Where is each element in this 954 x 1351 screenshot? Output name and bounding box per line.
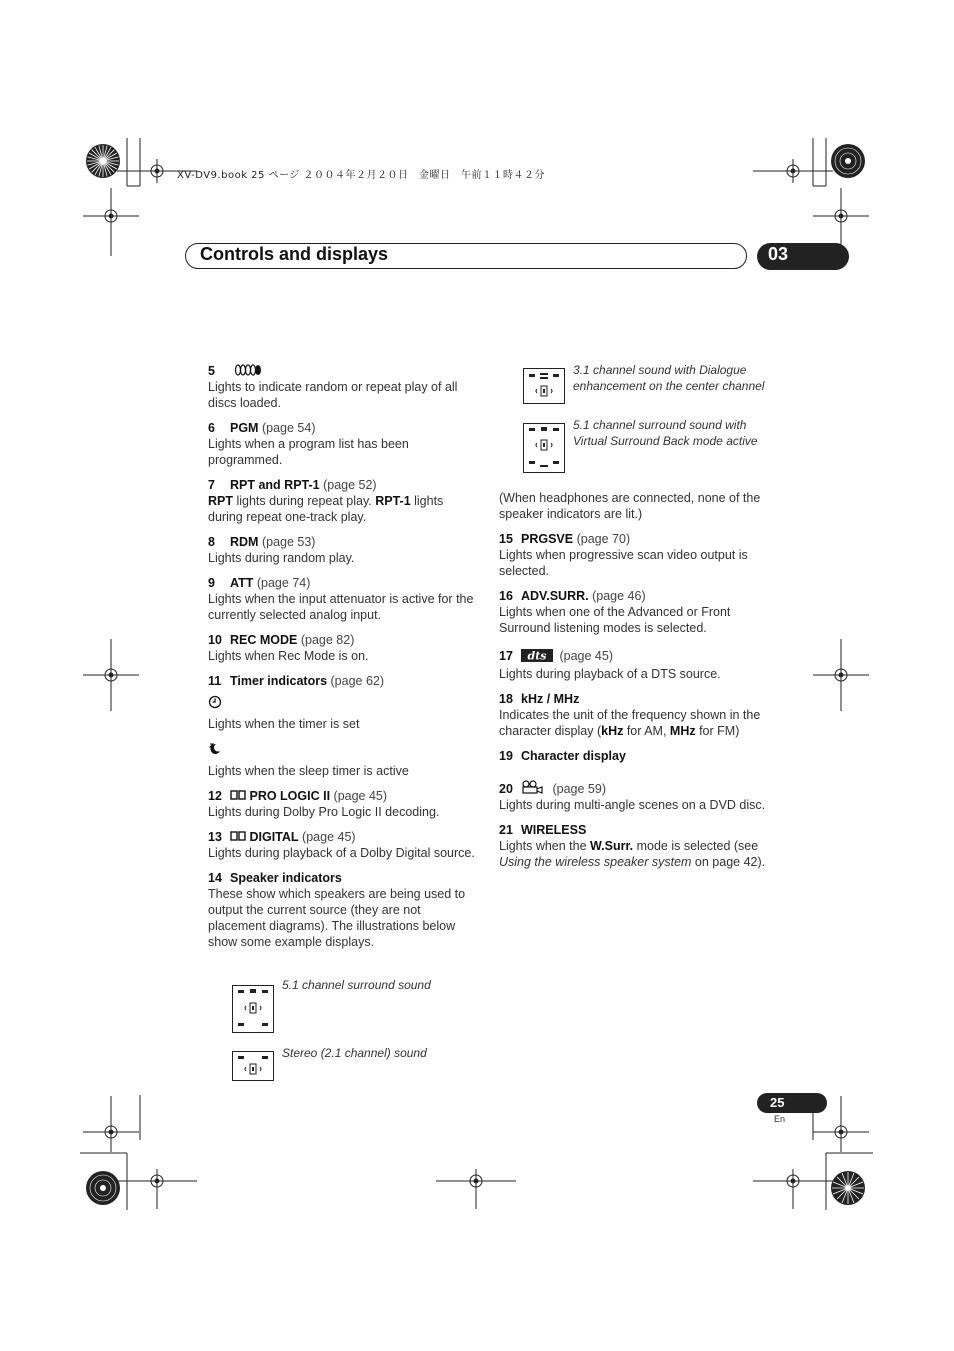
caption-stereo: Stereo (2.1 channel) sound bbox=[282, 1046, 427, 1060]
dolby-icon bbox=[230, 831, 246, 841]
speaker-51-icon bbox=[232, 985, 274, 1033]
timer-icon bbox=[208, 695, 222, 709]
note-text: (When headphones are connected, none of the speaker indicators are lit.) bbox=[499, 491, 761, 521]
page-ref: (page 82) bbox=[300, 633, 355, 647]
item-name: PRGSVE bbox=[521, 532, 574, 546]
desc-text: Indicates the unit of the frequency shown in the character display ( bbox=[499, 708, 761, 738]
item-name: WIRELESS bbox=[521, 823, 587, 837]
item-21 bbox=[499, 822, 769, 870]
item-11 bbox=[208, 673, 478, 779]
bold-term: RPT bbox=[208, 494, 233, 508]
dts-logo-icon bbox=[521, 649, 553, 662]
item-desc bbox=[208, 493, 478, 525]
item-9 bbox=[208, 575, 478, 623]
item-12 bbox=[208, 788, 478, 820]
desc-text: for FM) bbox=[695, 724, 740, 738]
page-ref: (page 54) bbox=[261, 421, 316, 435]
item-name: ADV.SURR. bbox=[521, 589, 589, 603]
item-name: RPT and RPT-1 bbox=[230, 478, 320, 492]
caption-31: 3.1 channel sound with Dialogue enhancement on the center channel bbox=[573, 363, 765, 393]
item-number: 16 bbox=[499, 589, 513, 603]
desc-text: Lights when the bbox=[499, 839, 591, 853]
disc-indicator-icon bbox=[233, 364, 263, 376]
item-name: PRO LOGIC II bbox=[249, 789, 331, 803]
svg-text:dts: dts bbox=[527, 649, 547, 663]
item-desc: Lights when a program list has been programmed. bbox=[208, 437, 409, 467]
item-desc: Lights when one of the Advanced or Front Surround listening modes is selected. bbox=[499, 605, 731, 635]
item-name: kHz / MHz bbox=[521, 692, 580, 706]
item-name: ATT bbox=[230, 576, 254, 590]
section-title: Controls and displays bbox=[200, 244, 389, 264]
italic-term: Using the wireless speaker system bbox=[499, 855, 692, 869]
item-name: PGM bbox=[230, 421, 259, 435]
page-ref: (page 62) bbox=[330, 674, 385, 688]
item-number: 8 bbox=[208, 535, 215, 549]
page-number-badge bbox=[757, 1093, 827, 1113]
desc-text: mode is selected (see bbox=[633, 839, 759, 853]
item-desc: Lights when progressive scan video output is selected. bbox=[499, 548, 748, 578]
item-14 bbox=[208, 870, 478, 950]
item-16 bbox=[499, 588, 769, 636]
item-number: 5 bbox=[208, 364, 215, 378]
item-20 bbox=[499, 780, 769, 813]
item-number: 14 bbox=[208, 871, 222, 885]
item-19 bbox=[499, 748, 769, 764]
item-number: 17 bbox=[499, 649, 513, 663]
page-ref: (page 45) bbox=[333, 789, 388, 803]
item-7 bbox=[208, 477, 478, 525]
item-18 bbox=[499, 691, 769, 739]
print-header: XV-DV9.book 25 ページ ２００４年２月２０日 金曜日 午前１１時４２分 bbox=[177, 170, 546, 181]
item-desc bbox=[499, 838, 769, 870]
item-desc: Lights during multi-angle scenes on a DVD disc. bbox=[499, 798, 766, 812]
item-name: DIGITAL bbox=[249, 830, 299, 844]
headphones-note bbox=[499, 490, 769, 522]
item-number: 12 bbox=[208, 789, 222, 803]
item-number: 11 bbox=[208, 674, 222, 688]
caption-51: 5.1 channel surround sound bbox=[282, 978, 431, 992]
item-number: 19 bbox=[499, 749, 513, 763]
item-number: 10 bbox=[208, 633, 222, 647]
dolby-icon bbox=[230, 790, 246, 800]
item-number: 21 bbox=[499, 823, 513, 837]
sleep-timer-icon bbox=[208, 742, 222, 756]
item-8 bbox=[208, 534, 478, 566]
item-number: 6 bbox=[208, 421, 215, 435]
item-10 bbox=[208, 632, 478, 664]
left-column bbox=[208, 363, 478, 959]
desc-text: lights during repeat play. bbox=[233, 494, 376, 508]
page-ref: (page 46) bbox=[592, 589, 646, 603]
page-ref: (page 74) bbox=[256, 576, 311, 590]
page-ref: (page 70) bbox=[576, 532, 631, 546]
page-ref: (page 45) bbox=[302, 830, 356, 844]
item-17 bbox=[499, 648, 769, 682]
item-name: Character display bbox=[521, 749, 626, 763]
sleep-desc: Lights when the sleep timer is active bbox=[208, 764, 409, 778]
page-number: 25 bbox=[770, 1095, 785, 1110]
speaker-stereo-icon bbox=[232, 1051, 274, 1081]
item-name: REC MODE bbox=[230, 633, 298, 647]
chapter-number: 03 bbox=[768, 244, 789, 264]
item-15 bbox=[499, 531, 769, 579]
item-name: RDM bbox=[230, 535, 259, 549]
bold-term: W.Surr. bbox=[590, 839, 634, 853]
item-desc: Lights during playback of a DTS source. bbox=[499, 667, 721, 681]
item-desc: Lights during playback of a Dolby Digital source. bbox=[208, 846, 475, 860]
language-code: En bbox=[774, 1114, 786, 1124]
item-6 bbox=[208, 420, 478, 468]
item-desc bbox=[499, 707, 769, 739]
bold-term: kHz bbox=[601, 724, 624, 738]
page-ref: (page 53) bbox=[261, 535, 316, 549]
camera-angle-icon bbox=[521, 780, 545, 794]
item-number: 13 bbox=[208, 830, 222, 844]
page-ref: (page 59) bbox=[552, 782, 606, 796]
speaker-51-vsb-icon bbox=[523, 423, 565, 473]
caption-51-vsb: 5.1 channel surround sound with Virtual Surround Back mode active bbox=[573, 418, 758, 448]
bold-term: MHz bbox=[669, 724, 696, 738]
item-desc: Lights during Dolby Pro Logic II decoding. bbox=[208, 805, 440, 819]
item-5 bbox=[208, 363, 478, 411]
item-desc: Lights when the input attenuator is active for the currently selected analog input. bbox=[208, 592, 474, 622]
item-name: Timer indicators bbox=[230, 674, 328, 688]
desc-text: on page 42). bbox=[691, 855, 766, 869]
desc-text: for AM, bbox=[623, 724, 670, 738]
item-desc: These show which speakers are being used to output the current source (they are not placement diagrams). The illustrations below show some example displays. bbox=[208, 887, 466, 949]
item-number: 9 bbox=[208, 576, 215, 590]
item-desc: Lights to indicate random or repeat play of all discs loaded. bbox=[208, 380, 458, 410]
right-column bbox=[499, 490, 769, 879]
item-number: 18 bbox=[499, 692, 513, 706]
item-desc: Lights when Rec Mode is on. bbox=[208, 649, 369, 663]
page-ref: (page 45) bbox=[559, 649, 613, 663]
item-number: 7 bbox=[208, 478, 215, 492]
item-number: 15 bbox=[499, 532, 513, 546]
item-13 bbox=[208, 829, 478, 861]
page-ref: (page 52) bbox=[323, 478, 377, 492]
item-number: 20 bbox=[499, 782, 513, 796]
timer-desc: Lights when the timer is set bbox=[208, 717, 360, 731]
bold-term: RPT-1 bbox=[375, 494, 411, 508]
item-name: Speaker indicators bbox=[230, 871, 342, 885]
speaker-31-icon bbox=[523, 368, 565, 404]
desc-text: lights during repeat one-track play. bbox=[208, 494, 444, 524]
item-desc: Lights during random play. bbox=[208, 551, 355, 565]
